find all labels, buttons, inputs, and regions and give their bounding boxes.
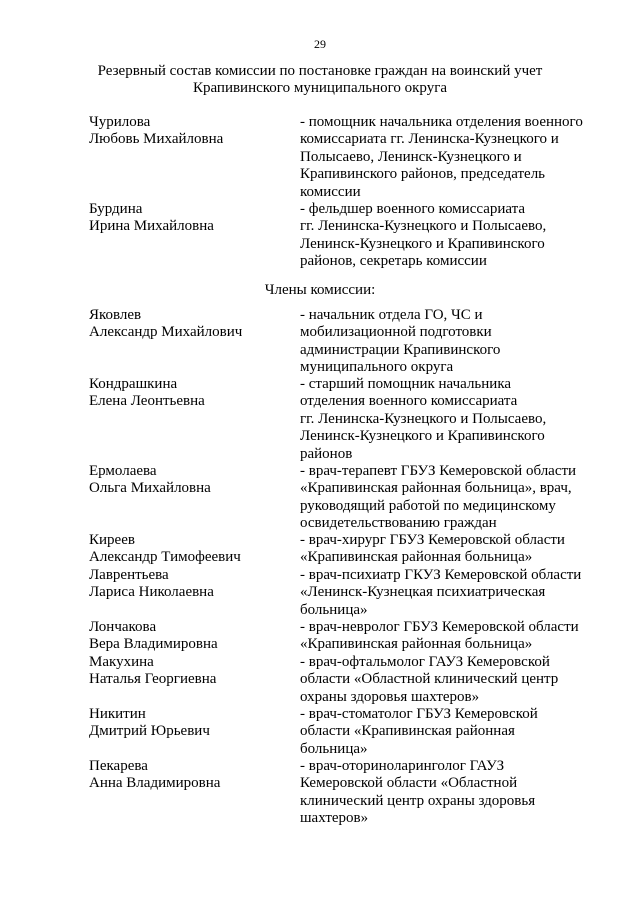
person-role-line: - врач-невролог ГБУЗ Кемеровской области	[300, 619, 579, 635]
person-given-name: Александр Михайлович	[89, 324, 243, 341]
person-role	[300, 654, 600, 706]
person-role-line: больница»	[300, 740, 368, 757]
person-role-line: - врач-оториноларинголог ГАУЗ	[300, 758, 505, 774]
person-name	[89, 307, 284, 342]
person-given-name: Анна Владимировна	[89, 775, 221, 792]
person-role-line: Крапивинского районов, председатель	[300, 166, 546, 183]
person-given-name: Наталья Георгиевна	[89, 671, 217, 688]
person-surname: Бурдина	[89, 201, 143, 217]
person-role	[300, 201, 600, 271]
person-role-line: шахтеров»	[300, 810, 369, 827]
person-role-line: «Ленинск-Кузнецкая психиатрическая	[300, 584, 546, 601]
person-role-line: муниципального округа	[300, 359, 454, 376]
person-role-line: комиссариата гг. Ленинска-Кузнецкого и	[300, 131, 559, 148]
person-role-line: - фельдшер военного комиссариата	[300, 201, 526, 217]
person-name	[89, 376, 284, 411]
person-given-name: Любовь Михайловна	[89, 131, 224, 148]
person-role	[300, 376, 600, 463]
person-role-line: - врач-хирург ГБУЗ Кемеровской области	[300, 532, 565, 548]
person-role-line: администрации Крапивинского	[300, 341, 501, 358]
person-role	[300, 758, 600, 828]
person-surname: Яковлев	[89, 307, 142, 323]
person-name	[89, 114, 284, 149]
person-role	[300, 463, 600, 533]
person-role-line: - врач-стоматолог ГБУЗ Кемеровской	[300, 706, 538, 722]
person-given-name: Александр Тимофеевич	[89, 549, 241, 566]
document-title	[60, 63, 580, 98]
person-role-line: Ленинск-Кузнецкого и Крапивинского	[300, 428, 545, 445]
person-name	[89, 654, 284, 689]
person-role-line: клинический центр охраны здоровья	[300, 792, 536, 809]
person-name	[89, 201, 284, 236]
document-title-line: Крапивинского муниципального округа	[192, 80, 448, 97]
person-role-line: - начальник отдела ГО, ЧС и	[300, 307, 483, 323]
person-role-line: больница»	[300, 601, 368, 618]
person-surname: Кондрашкина	[89, 376, 178, 392]
person-role-line: руководящий работой по медицинскому	[300, 497, 556, 514]
person-role	[300, 567, 600, 619]
person-role-line: - врач-терапевт ГБУЗ Кемеровской области	[300, 463, 577, 479]
person-role	[300, 532, 600, 567]
person-role-line: - помощник начальника отделения военного	[300, 114, 583, 130]
person-given-name: Вера Владимировна	[89, 636, 218, 653]
person-role-line: отделения военного комиссариата	[300, 393, 518, 410]
person-role	[300, 114, 600, 201]
person-given-name: Ирина Михайловна	[89, 218, 214, 235]
document-title-line: Резервный состав комиссии по постановке граждан на воинский учет	[97, 63, 543, 79]
person-role	[300, 619, 600, 654]
person-given-name: Ольга Михайловна	[89, 480, 211, 497]
person-role-line: «Крапивинская районная больница»	[300, 636, 533, 653]
person-role-line: районов, секретарь комиссии	[300, 253, 487, 270]
person-name	[89, 758, 284, 793]
person-surname: Пекарева	[89, 758, 148, 774]
person-surname: Киреев	[89, 532, 135, 548]
person-given-name: Елена Леонтьевна	[89, 393, 205, 410]
person-given-name: Дмитрий Юрьевич	[89, 723, 210, 740]
person-role-line: комиссии	[300, 183, 361, 200]
person-role-line: - врач-психиатр ГКУЗ Кемеровской области	[300, 567, 582, 583]
person-surname: Никитин	[89, 706, 146, 722]
person-surname: Макухина	[89, 654, 154, 670]
person-role-line: области «Крапивинская районная	[300, 723, 515, 740]
person-role	[300, 706, 600, 758]
person-role-line: области «Областной клинический центр	[300, 671, 559, 688]
person-role-line: «Крапивинская районная больница», врач,	[300, 480, 572, 497]
members-heading: Члены комиссии:	[264, 282, 376, 298]
person-role	[300, 307, 600, 377]
person-name	[89, 567, 284, 602]
person-role-line: мобилизационной подготовки	[300, 324, 492, 341]
person-surname: Чурилова	[89, 114, 151, 130]
person-name	[89, 619, 284, 654]
person-role-line: Ленинск-Кузнецкого и Крапивинского	[300, 235, 545, 252]
person-role-line: гг. Ленинска-Кузнецкого и Полысаево,	[300, 218, 547, 235]
person-surname: Лаврентьева	[89, 567, 169, 583]
person-name	[89, 463, 284, 498]
person-surname: Лончакова	[89, 619, 157, 635]
person-role-line: освидетельствованию граждан	[300, 515, 497, 532]
person-role-line: «Крапивинская районная больница»	[300, 549, 533, 566]
person-name	[89, 706, 284, 741]
person-role-line: - старший помощник начальника	[300, 376, 512, 392]
person-surname: Ермолаева	[89, 463, 157, 479]
person-role-line: гг. Ленинска-Кузнецкого и Полысаево,	[300, 410, 547, 427]
person-role-line: районов	[300, 445, 353, 462]
person-role-line: Кемеровской области «Областной	[300, 775, 518, 792]
person-role-line: - врач-офтальмолог ГАУЗ Кемеровской	[300, 654, 550, 670]
person-name	[89, 532, 284, 567]
person-role-line: охраны здоровья шахтеров»	[300, 688, 480, 705]
page-number: 29	[314, 37, 326, 51]
person-given-name: Лариса Николаевна	[89, 584, 214, 601]
person-role-line: Полысаево, Ленинск-Кузнецкого и	[300, 148, 522, 165]
